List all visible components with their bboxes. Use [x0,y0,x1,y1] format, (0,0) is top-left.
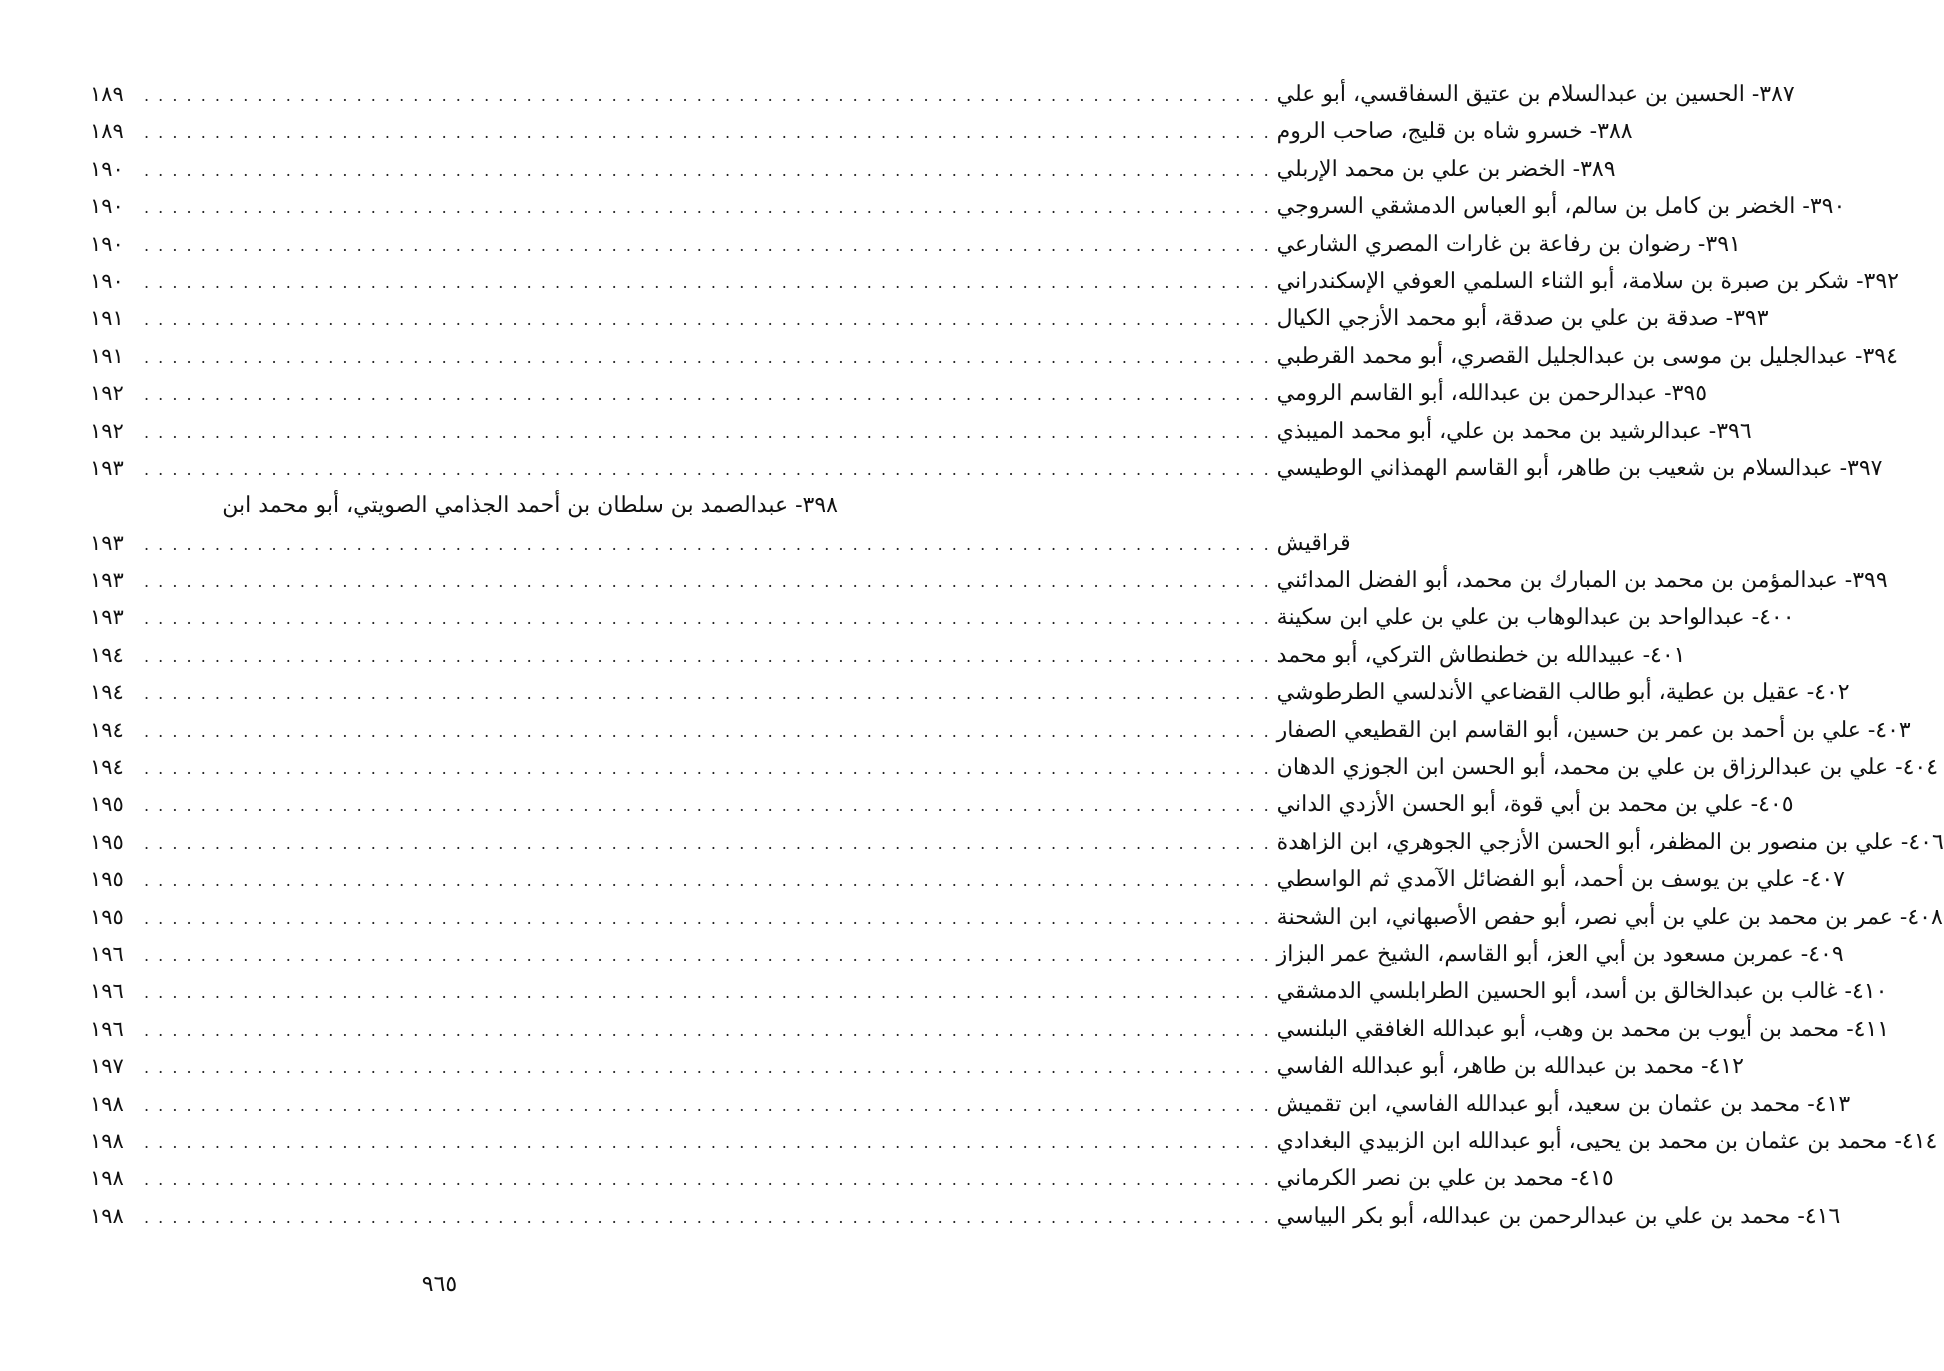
toc-entry-title: ٤٠٤- علي بن عبدالرزاق بن علي بن محمد، أبو الحسن ابن الجوزي الدهان [1276,755,1939,781]
toc-page-number: ١٩٨ [90,1203,124,1228]
toc-entry-title: ٤٠٢- عقيل بن عطية، أبو طالب القضاعي الأندلسي الطرطوشي [1276,680,1850,706]
dot-leader [136,600,1277,637]
toc-entry-title: ٤٠٠- عبدالواحد بن عبدالوهاب بن علي بن علي ابن سكينة [1276,605,1795,631]
toc-page-number: ١٩٠ [90,194,124,219]
toc-entry-title: ٣٨٨- خسرو شاه بن قليج، صاحب الروم [1276,119,1633,145]
toc-entry [90,413,1752,450]
toc-entry-title: ٤٠١- عبيدالله بن خطنطاش التركي، أبو محمد [1276,642,1686,668]
toc-page-number: ١٩٤ [90,680,124,705]
toc-entry [90,1048,1744,1085]
toc-entry-title: ٣٩٤- عبدالجليل بن موسى بن عبدالجليل القصري، أبو محمد القرطبي [1276,343,1898,369]
toc-entry [90,338,1898,375]
dot-leader [136,1199,1277,1236]
toc-page-number: ١٩٠ [90,268,124,293]
toc-entry-title: ٤١٠- غالب بن عبدالخالق بن أسد، أبو الحسين الطرابلسي الدمشقي [1276,979,1888,1005]
toc-page-number: ١٩٥ [90,792,124,817]
dot-leader [136,1049,1277,1086]
toc-entry-title-continuation: قراقيش [1276,530,1351,556]
toc-entry-title: ٣٨٩- الخضر بن علي بن محمد الإربلي [1276,156,1616,182]
dot-leader [136,675,1277,712]
toc-entry [90,226,1741,263]
toc-entry [90,674,1850,711]
toc-page-number: ١٩٤ [90,642,124,667]
dot-leader [136,862,1277,899]
toc-entry-title: ٤٠٩- عمربن مسعود بن أبي العز، أبو القاسم، الشيخ عمر البزاز [1276,942,1844,967]
toc-page-number: ١٩٠ [90,231,124,256]
toc-entry [90,151,1616,188]
dot-leader [136,638,1277,675]
toc-page-number: ١٩٦ [90,942,124,966]
toc-entry-title: ٣٩٩- عبدالمؤمن بن محمد بن المبارك بن محمد، أبو الفضل المدائني [1276,568,1888,594]
table-of-contents [90,76,1944,1235]
dot-leader [136,114,1277,151]
toc-entry-title: ٣٨٧- الحسين بن عبدالسلام بن عتيق السفاقسي، أبو علي [1276,82,1795,107]
dot-leader [136,563,1277,600]
dot-leader [136,414,1277,451]
toc-entry [90,973,1888,1010]
toc-page-number: ١٩٦ [90,1016,124,1041]
toc-page-number: ١٩٤ [90,755,124,780]
page-number: ٩٦٥ [421,1272,458,1297]
toc-entry [90,749,1939,786]
toc-entry [90,899,1943,936]
toc-page-number: ١٩٨ [90,1128,124,1153]
toc-entry [90,450,1883,487]
toc-page-number: ١٩٤ [90,717,124,742]
dot-leader [136,787,1277,824]
dot-leader [136,301,1277,338]
toc-entry-title: ٤١٣- محمد بن عثمان بن سعيد، أبو عبدالله الفاسي، ابن تقميش [1276,1091,1851,1117]
dot-leader [136,189,1277,226]
toc-entry-title: ٤٠٥- علي بن محمد بن أبي قوة، أبو الحسن الأزدي الداني [1276,792,1794,818]
toc-entry [90,1123,1938,1160]
toc-page-number: ١٩٣ [90,568,124,593]
toc-entry-title: ٤١٥- محمد بن علي بن نصر الكرماني [1276,1166,1614,1192]
toc-entry [90,188,1846,225]
dot-leader [136,825,1277,862]
toc-entry-title: ٣٩١- رضوان بن رفاعة بن غارات المصري الشارعي [1276,231,1741,257]
toc-page-number: ١٩٥ [90,867,124,892]
toc-page-number: ١٩٨ [90,1091,124,1116]
dot-leader [136,77,1277,114]
toc-entry-title: ٣٩٢- شكر بن صبرة بن سلامة، أبو الثناء السلمي العوفي الإسكندراني [1276,268,1899,294]
toc-entry [90,861,1845,898]
toc-page-number: ١٩٧ [90,1054,124,1079]
toc-entry [90,1160,1614,1197]
toc-page-number: ١٩٥ [90,904,124,929]
toc-entry [90,936,1844,973]
toc-entry-title: ٣٩٨- عبدالصمد بن سلطان بن أحمد الجذامي الصويتي، أبو محمد ابن [222,493,838,519]
toc-page-number: ١٩١ [90,306,124,331]
toc-entry [90,300,1769,337]
toc-entry [90,786,1794,823]
toc-page-number: ١٩٦ [90,979,124,1004]
dot-leader [136,937,1277,974]
dot-leader [136,451,1277,488]
dot-leader [136,376,1277,413]
toc-page-number: ١٩٨ [90,1166,124,1191]
toc-page-number: ١٩٢ [90,418,124,443]
toc-page-number: ١٨٩ [90,119,124,144]
toc-entry [90,487,1351,562]
toc-page-number: ١٨٩ [90,82,124,106]
toc-entry-title: ٤٠٨- عمر بن محمد بن علي بن أبي نصر، أبو حفص الأصبهاني، ابن الشحنة [1276,904,1943,930]
toc-entry [90,599,1795,636]
dot-leader [136,152,1277,189]
toc-page-number: ١٩٣ [90,455,124,480]
toc-entry [90,1086,1851,1123]
dot-leader [136,900,1277,937]
toc-page-number: ١٩٠ [90,156,124,181]
toc-entry [90,375,1708,412]
toc-entry-title: ٣٩٠- الخضر بن كامل بن سالم، أبو العباس الدمشقي السروجي [1276,194,1846,220]
toc-entry-title: ٣٩٣- صدقة بن علي بن صدقة، أبو محمد الأزجي الكيال [1276,306,1769,332]
toc-entry [90,1198,1841,1235]
toc-page-number: ١٩٥ [90,829,124,854]
dot-leader [136,227,1277,264]
toc-page-number: ١٩٣ [90,605,124,630]
toc-entry [90,76,1795,113]
toc-entry-title: ٣٩٥- عبدالرحمن بن عبدالله، أبو القاسم الرومي [1276,381,1708,407]
toc-entry-title: ٤١٤- محمد بن عثمان بن محمد بن يحيى، أبو عبدالله ابن الزبيدي البغدادي [1276,1128,1938,1154]
toc-entry-title: ٤١٢- محمد بن عبدالله بن طاهر، أبو عبدالله الفاسي [1276,1054,1744,1080]
toc-entry [90,263,1899,300]
toc-entry [90,1011,1890,1048]
dot-leader [136,1087,1277,1124]
toc-page-number: ١٩١ [90,343,124,368]
toc-entry-title: ٣٩٦- عبدالرشيد بن محمد بن علي، أبو محمد الميبذي [1276,418,1752,444]
toc-entry [90,113,1633,150]
toc-page-number: ١٩٢ [90,381,124,406]
toc-entry [90,637,1686,674]
dot-leader [136,713,1277,750]
toc-entry [90,712,1911,749]
dot-leader [136,264,1277,301]
toc-entry-title: ٤١١- محمد بن أيوب بن محمد بن وهب، أبو عبدالله الغافقي البلنسي [1276,1016,1890,1042]
toc-entry-title: ٣٩٧- عبدالسلام بن شعيب بن طاهر، أبو القاسم الهمذاني الوطيسي [1276,455,1883,481]
dot-leader [136,1161,1277,1198]
toc-page-number: ١٩٣ [90,530,124,555]
dot-leader [136,750,1277,787]
toc-entry-title: ٤١٦- محمد بن علي بن عبدالرحمن بن عبدالله، أبو بكر البياسي [1276,1203,1841,1229]
toc-entry [90,562,1888,599]
dot-leader [136,1124,1277,1161]
dot-leader [136,1012,1277,1049]
dot-leader [136,974,1277,1011]
dot-leader [136,339,1277,376]
toc-entry-title: ٤٠٣- علي بن أحمد بن عمر بن حسين، أبو القاسم ابن القطيعي الصفار [1276,717,1911,743]
toc-entry-title: ٤٠٧- علي بن يوسف بن أحمد، أبو الفضائل الآمدي ثم الواسطي [1276,867,1845,893]
dot-leader [136,526,1277,563]
toc-entry [90,824,1944,861]
toc-entry-title: ٤٠٦- علي بن منصور بن المظفر، أبو الحسن الأزجي الجوهري، ابن الزاهدة [1276,829,1944,855]
